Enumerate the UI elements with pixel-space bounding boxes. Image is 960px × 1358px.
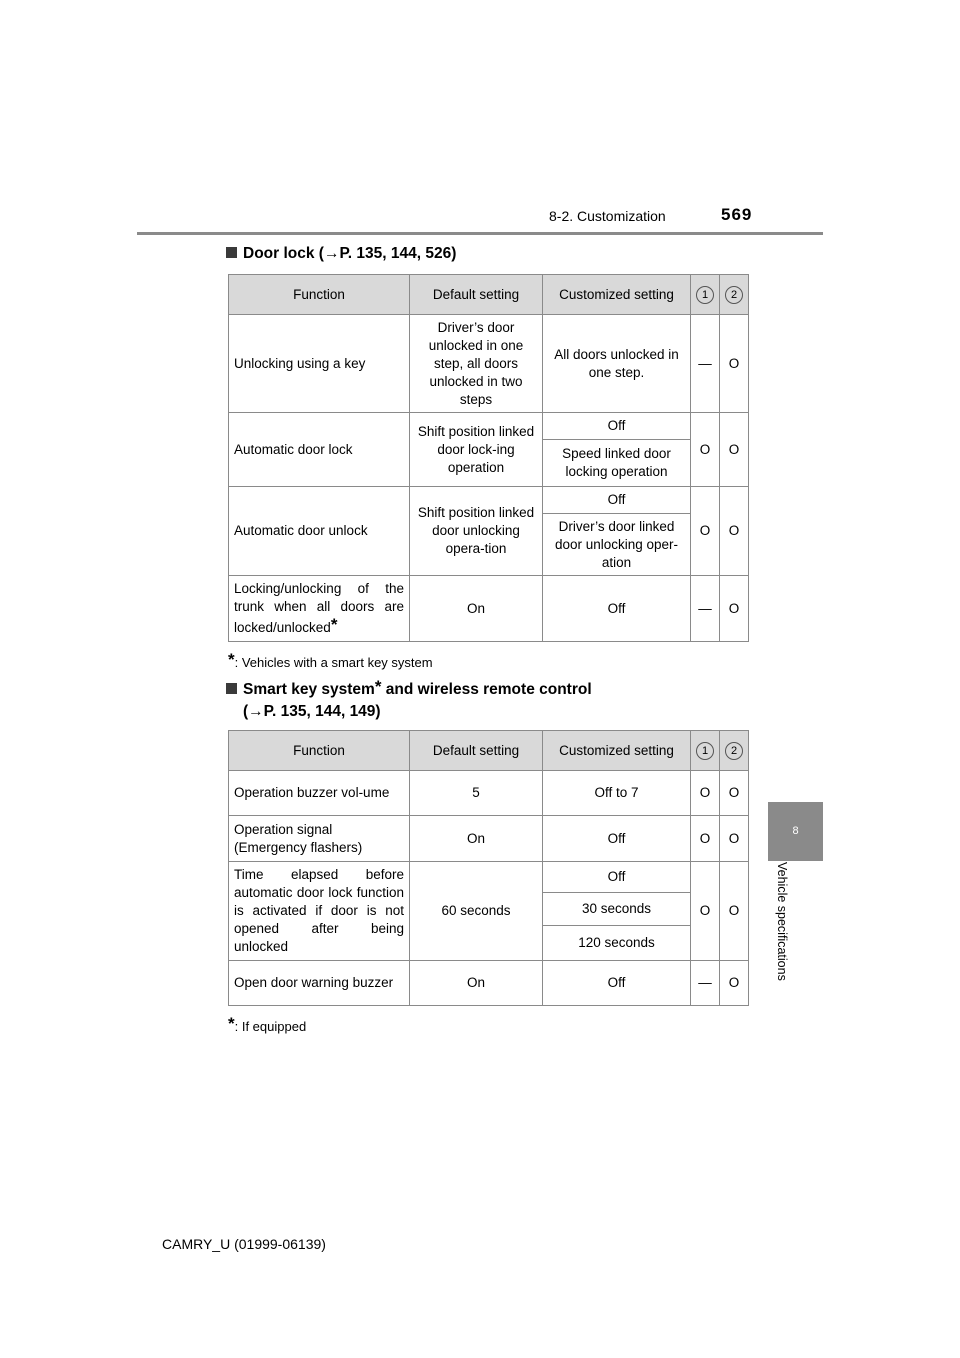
cell-method-2: O — [720, 816, 749, 862]
col-default: Default setting — [410, 731, 543, 771]
cell-method-1: O — [691, 816, 720, 862]
table-row — [229, 315, 749, 413]
cell-method-1: — — [691, 961, 720, 1006]
cell-function-text: Locking/unlocking of the trunk when all doors are locked/unlocked — [234, 581, 404, 635]
door-lock-heading — [226, 243, 456, 265]
cell-custom: Off — [543, 487, 691, 514]
cell-default: On — [410, 816, 543, 862]
cell-function: Automatic door lock — [229, 413, 410, 487]
col-method-1 — [691, 275, 720, 315]
table-row — [229, 816, 749, 862]
chapter-tab[interactable]: 8 — [768, 802, 823, 861]
document-footer: CAMRY_U (01999-06139) — [162, 1236, 326, 1252]
door-lock-footnote — [228, 650, 433, 670]
cell-custom: Off — [543, 576, 691, 642]
smart-key-heading — [226, 676, 592, 723]
cell-default: 60 seconds — [410, 862, 543, 961]
chapter-side-label: Vehicle specifications — [775, 862, 789, 981]
table-row — [229, 576, 749, 642]
table-row — [229, 771, 749, 816]
col-function: Function — [229, 275, 410, 315]
footnote-star: * — [374, 677, 382, 696]
cell-default: Shift position linked door lock-ing operation — [410, 413, 543, 487]
square-bullet-icon — [226, 683, 237, 694]
col-method-1 — [691, 731, 720, 771]
cell-custom: Off — [543, 862, 691, 893]
table-header-row — [229, 275, 749, 315]
cell-custom: Driver’s door linked door unlocking oper-ation — [543, 514, 691, 576]
footnote-text: : If equipped — [234, 1019, 307, 1034]
smart-key-heading-text-c: (→P. 135, 144, 149) — [243, 703, 381, 720]
col-method-2 — [720, 275, 749, 315]
circled-2-icon: 2 — [725, 286, 743, 304]
cell-function: Operation signal (Emergency flashers) — [229, 816, 410, 862]
cell-method-2: O — [720, 413, 749, 487]
cell-custom: 120 seconds — [543, 926, 691, 961]
footnote-star: * — [330, 615, 338, 634]
cell-custom: Speed linked door locking operation — [543, 440, 691, 487]
cell-default: Driver’s door unlocked in one step, all doors unlocked in two steps — [410, 315, 543, 413]
smart-key-heading-text-a: Smart key system — [243, 681, 375, 698]
page-number: 569 — [721, 205, 753, 224]
cell-default: Shift position linked door unlocking opera-tion — [410, 487, 543, 576]
smart-key-heading-text-b: and wireless remote control — [381, 681, 592, 698]
col-function: Function — [229, 731, 410, 771]
door-lock-table — [228, 274, 749, 642]
cell-function: Unlocking using a key — [229, 315, 410, 413]
footnote-star: * — [228, 650, 235, 669]
cell-function: Operation buzzer vol-ume — [229, 771, 410, 816]
col-custom: Customized setting — [543, 275, 691, 315]
header-section-title: 8-2. Customization — [549, 208, 666, 224]
cell-custom: Off — [543, 961, 691, 1006]
cell-function: Open door warning buzzer — [229, 961, 410, 1006]
smart-key-footnote — [228, 1014, 306, 1034]
col-default: Default setting — [410, 275, 543, 315]
cell-method-2: O — [720, 862, 749, 961]
cell-custom: 30 seconds — [543, 893, 691, 926]
cell-function — [229, 576, 410, 642]
col-method-2 — [720, 731, 749, 771]
cell-method-1: O — [691, 487, 720, 576]
cell-default: 5 — [410, 771, 543, 816]
cell-method-2: O — [720, 576, 749, 642]
cell-method-2: O — [720, 961, 749, 1006]
cell-default: On — [410, 576, 543, 642]
circled-2-icon: 2 — [725, 742, 743, 760]
cell-function: Automatic door unlock — [229, 487, 410, 576]
col-custom: Customized setting — [543, 731, 691, 771]
table-row — [229, 487, 749, 514]
chapter-side-label-wrap — [769, 862, 789, 1012]
cell-custom: All doors unlocked in one step. — [543, 315, 691, 413]
cell-method-1: O — [691, 413, 720, 487]
circled-1-icon: 1 — [696, 286, 714, 304]
square-bullet-icon — [226, 247, 237, 258]
smart-key-table — [228, 730, 749, 1006]
circled-1-icon: 1 — [696, 742, 714, 760]
cell-method-1: O — [691, 862, 720, 961]
cell-method-1: — — [691, 315, 720, 413]
footnote-star: * — [228, 1014, 235, 1033]
cell-function: Time elapsed before automatic door lock function is activated if door is not opened after being unlocked — [229, 862, 410, 961]
table-row — [229, 961, 749, 1006]
cell-default: On — [410, 961, 543, 1006]
cell-method-2: O — [720, 315, 749, 413]
table-row — [229, 413, 749, 440]
cell-custom: Off — [543, 816, 691, 862]
cell-method-1: — — [691, 576, 720, 642]
cell-method-2: O — [720, 771, 749, 816]
cell-method-2: O — [720, 487, 749, 576]
door-lock-heading-text: Door lock (→P. 135, 144, 526) — [243, 245, 457, 262]
cell-custom: Off to 7 — [543, 771, 691, 816]
table-header-row — [229, 731, 749, 771]
cell-method-1: O — [691, 771, 720, 816]
cell-custom: Off — [543, 413, 691, 440]
header-rule — [137, 232, 823, 235]
table-row — [229, 862, 749, 893]
footnote-text: : Vehicles with a smart key system — [234, 655, 433, 670]
